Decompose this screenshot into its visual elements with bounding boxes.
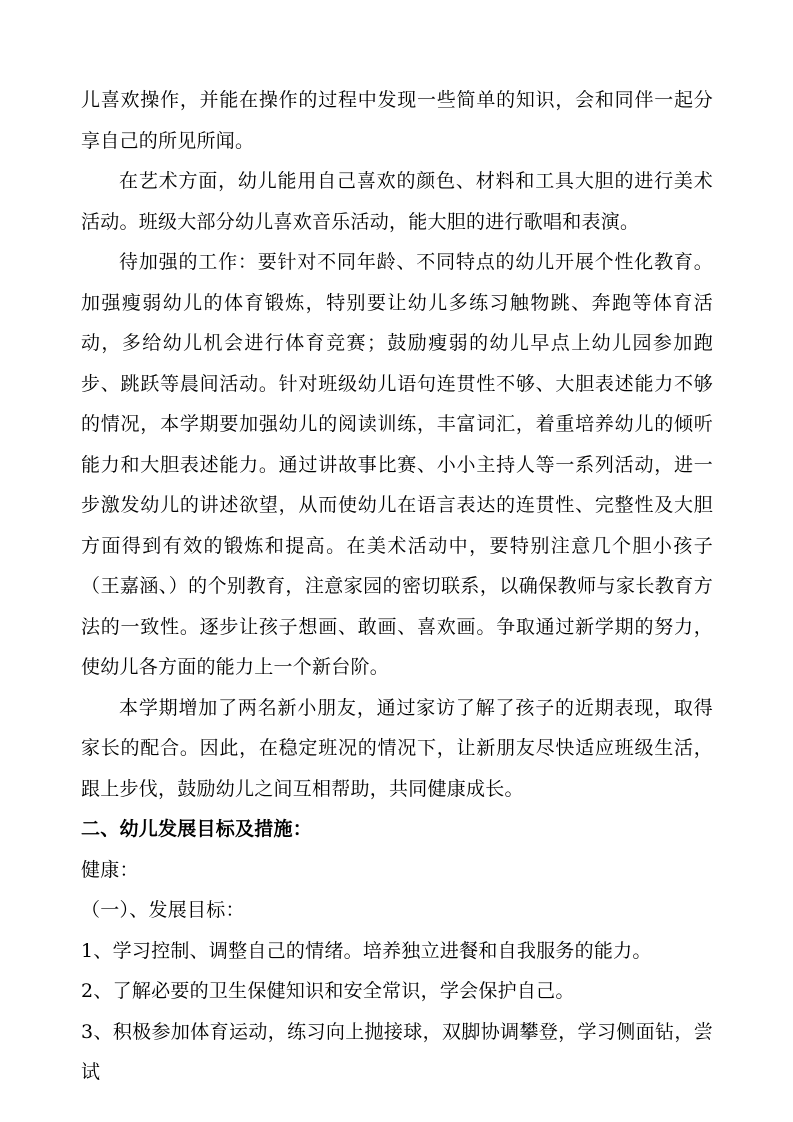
document-body (81, 80, 713, 1093)
section-heading: 二、幼儿发展目标及措施： (81, 818, 313, 840)
goal-item: 3、积极参加体育运动，练习向上抛接球，双脚协调攀登，学习侧面钻，尝试 (81, 1020, 713, 1083)
paragraph-continuation: 儿喜欢操作，并能在操作的过程中发现一些简单的知识，会和同伴一起分享自己的所见所闻。 (81, 89, 713, 152)
goal-item: 1、学习控制、调整自己的情绪。培养独立进餐和自我服务的能力。 (81, 939, 652, 962)
paragraph-new-children: 本学期增加了两名新小朋友，通过家访了解了孩子的近期表现，取得家长的配合。因此，在稳定班况的情况下，让新朋友尽快适应班级生活，跟上步伐，鼓励幼儿之间互相帮助，共同健康成长。 (81, 696, 713, 800)
category-label: 健康： (81, 858, 139, 881)
paragraph-improvement: 待加强的工作：要针对不同年龄、不同特点的幼儿开展个性化教育。加强瘦弱幼儿的体育锻炼，特别要让幼儿多练习触物跳、奔跑等体育活动，多给幼儿机会进行体育竞赛；鼓励瘦弱的幼儿早点上幼儿园参加跑步、跳跃等晨间活动。针对班级幼儿语句连贯性不够、大胆表述能力不够的情况，本学期要加强幼儿的阅读训练，丰富词汇，着重培养幼儿的倾听能力和大胆表述能力。通过讲故事比赛、小小主持人等一系列活动，进一步激发幼儿的讲述欲望，从而使幼儿在语言表达的连贯性、完整性及大胆方面得到有效的锻炼和提高。在美术活动中，要特别注意几个胆小孩子（王嘉涵、）的个别教育，注意家园的密切联系，以确保教师与家长教育方法的一致性。逐步让孩子想画、敢画、喜欢画。争取通过新学期的努力，使幼儿各方面的能力上一个新台阶。 (81, 251, 713, 678)
paragraph-art: 在艺术方面，幼儿能用自己喜欢的颜色、材料和工具大胆的进行美术活动。班级大部分幼儿喜欢音乐活动，能大胆的进行歌唱和表演。 (81, 170, 713, 233)
goal-item: 2、了解必要的卫生保健知识和安全常识，学会保护自己。 (81, 980, 575, 1002)
subheading: （一）、发展目标： (81, 899, 245, 921)
